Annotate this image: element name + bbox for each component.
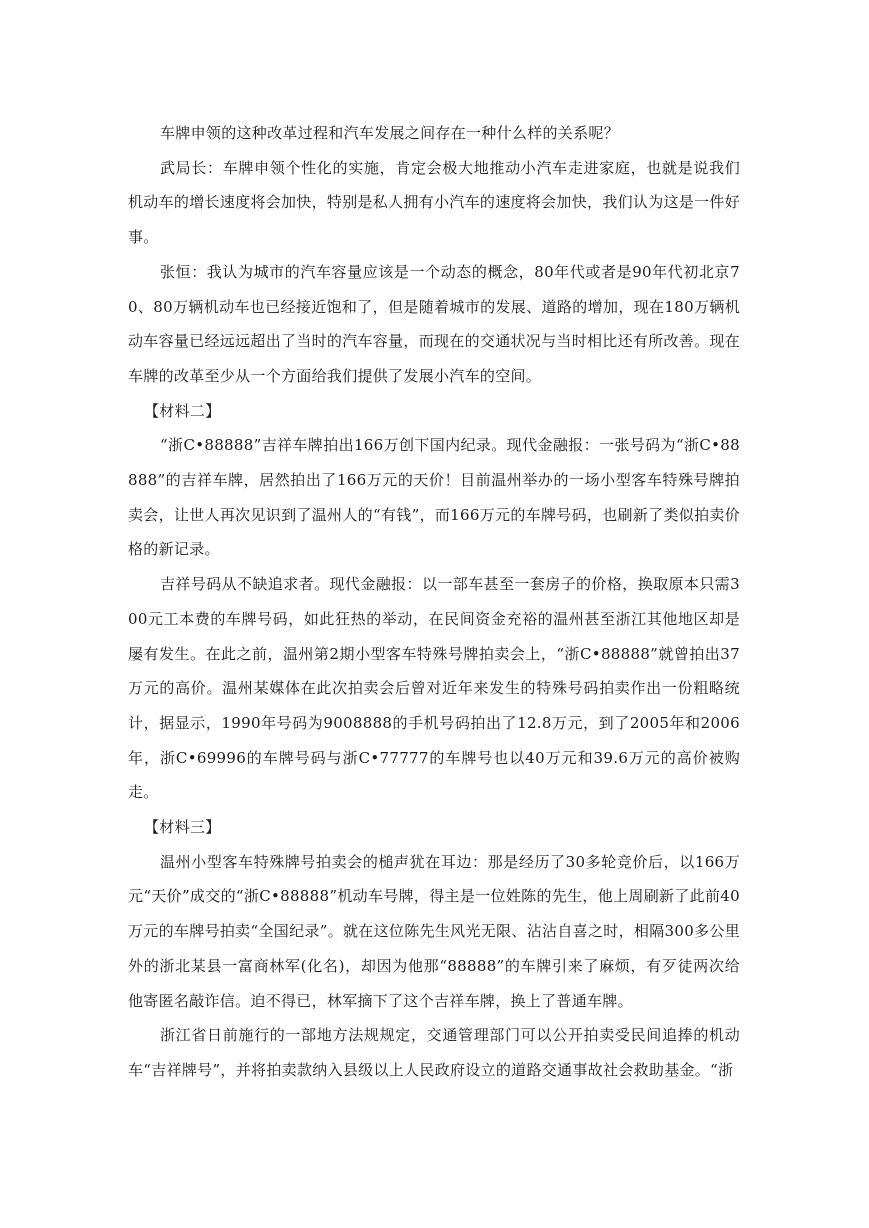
paragraph-auction-record: “浙C•88888”吉祥车牌拍出166万创下国内纪录。现代金融报：一张号码为“浙C•88888”的吉祥车牌，居然拍出了166万元的天价！目前温州举办的一场小型客车特殊号牌拍卖会，让世人再次见识到了温州人的“有钱”，而166万元的车牌号码，也刷新了类似拍卖价格的新记录。 bbox=[128, 436, 740, 559]
paragraph-regulation: 浙江省日前施行的一部地方法规规定，交通管理部门可以公开拍卖受民间追捧的机动车“吉祥牌号”，并将拍卖款纳入县级以上人民政府设立的道路交通事故社会救助基金。“浙 bbox=[128, 1026, 740, 1079]
paragraph-wu-director: 武局长：车牌申领个性化的实施，肯定会极大地推动小汽车走进家庭，也就是说我们机动车的增长速度将会加快，特别是私人拥有小汽车的速度将会加快，我们认为这是一件好事。 bbox=[128, 158, 741, 247]
section-heading-material-3: 【材料三】 bbox=[144, 818, 221, 837]
section-heading-material-2: 【材料二】 bbox=[144, 401, 221, 420]
paragraph-lucky-numbers: 吉祥号码从不缺追求者。现代金融报：以一部车甚至一套房子的价格，换取原本只需300元工本费的车牌号码，如此狂热的举动，在民间资金充裕的温州甚至浙江其他地区却是屡有发生。在此之前，温州第2期小型客车特殊号牌拍卖会上，“浙C•88888”就曾拍出37万元的高价。温州某媒体在此次拍卖会后曾对近年来发生的特殊号码拍卖作出一份粗略统计，据显示，1990年号码为9008888的手机号码拍出了12.8万元，到了2005年和2006年，浙C•69996的车牌号码与浙C•77777的车牌号也以40万元和39.6万元的高价被购走。 bbox=[128, 575, 740, 802]
document-body bbox=[128, 116, 740, 1088]
paragraph-auction-trouble: 温州小型客车特殊牌号拍卖会的槌声犹在耳边：那是经历了30多轮竞价后，以166万元“天价”成交的“浙C•88888”机动车号牌，得主是一位姓陈的先生，他上周刷新了此前40万元的车牌号拍卖“全国纪录”。就在这位陈先生风光无限、沾沾自喜之时，相隔300多公里外的浙北某县一富商林军(化名)，却因为他那“88888”的车牌引来了麻烦，有歹徒两次给他寄匿名敲诈信。迫不得已，林军摘下了这个吉祥车牌，换上了普通车牌。 bbox=[128, 852, 740, 1010]
paragraph-question: 车牌申领的这种改革过程和汽车发展之间存在一种什么样的关系呢？ bbox=[160, 124, 620, 142]
paragraph-zhang-heng: 张恒：我认为城市的汽车容量应该是一个动态的概念，80年代或者是90年代初北京70、80万辆机动车也已经接近饱和了，但是随着城市的发展、道路的增加，现在180万辆机动车容量已经远远超出了当时的汽车容量，而现在的交通状况与当时相比还有所改善。现在车牌的改革至少从一个方面给我们提供了发展小汽车的空间。 bbox=[128, 262, 741, 385]
